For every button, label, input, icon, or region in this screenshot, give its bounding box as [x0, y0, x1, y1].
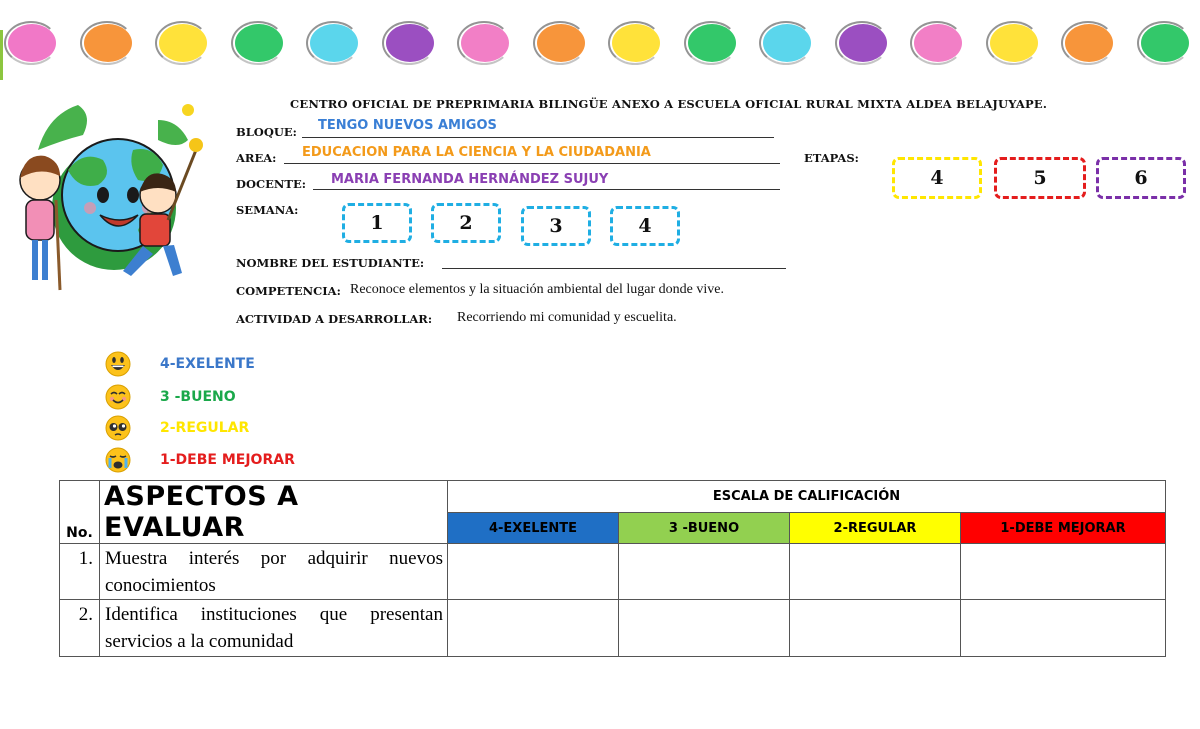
decorative-dot	[763, 24, 811, 62]
actividad-value: Recorriendo mi comunidad y escuelita.	[457, 310, 677, 325]
decorative-dot	[537, 24, 585, 62]
scale-header-debe-mejorar: 1-DEBE MEJORAR	[961, 513, 1166, 544]
area-line	[284, 163, 780, 164]
earth-kids-logo-icon	[8, 90, 208, 295]
decorative-dot	[1065, 24, 1113, 62]
docente-value: MARIA FERNANDA HERNÁNDEZ SUJUY	[331, 172, 609, 187]
school-name: CENTRO OFICIAL DE PREPRIMARIA BILINGÜE ANEXO A ESCUELA OFICIAL RURAL MIXTA ALDEA BELAJUYAPE.	[290, 97, 1048, 111]
etapa-box-6: 6	[1096, 157, 1186, 199]
legend-label-regular: 2-REGULAR	[160, 420, 250, 436]
legend-item-regular	[105, 414, 250, 442]
evaluation-table	[59, 480, 1166, 657]
decorative-dot	[1141, 24, 1189, 62]
scale-header-bueno: 3 -BUENO	[619, 513, 790, 544]
decorative-dots-border	[0, 18, 1200, 68]
legend-item-debe-mejorar	[105, 446, 295, 474]
decorative-dot	[688, 24, 736, 62]
legend-label-excelente: 4-EXELENTE	[160, 356, 255, 372]
table-row	[60, 600, 1166, 657]
decorative-dot	[8, 24, 56, 62]
bloque-line	[302, 137, 774, 138]
semana-box-3: 3	[521, 206, 591, 246]
area-label: AREA:	[236, 151, 277, 165]
competencia-value: Reconoce elementos y la situación ambiental del lugar donde vive.	[350, 282, 724, 297]
docente-line	[313, 189, 780, 190]
score-cell-excelente[interactable]	[448, 600, 619, 657]
decorative-dot	[159, 24, 207, 62]
legend-label-debe-mejorar: 1-DEBE MEJORAR	[160, 452, 295, 468]
header-no: No.	[60, 481, 100, 544]
etapa-box-4: 4	[892, 157, 982, 199]
decorative-dot	[914, 24, 962, 62]
decorative-dot	[990, 24, 1038, 62]
score-cell-bueno[interactable]	[619, 544, 790, 600]
pleading-face-icon	[105, 415, 131, 441]
scale-header-regular: 2-REGULAR	[790, 513, 961, 544]
semana-label: SEMANA:	[236, 203, 299, 217]
etapas-label: ETAPAS:	[804, 151, 859, 165]
decorative-dot	[386, 24, 434, 62]
score-cell-regular[interactable]	[790, 544, 961, 600]
docente-label: DOCENTE:	[236, 177, 306, 191]
header-escala: ESCALA DE CALIFICACIÓN	[448, 481, 1166, 513]
crying-face-icon	[105, 447, 131, 473]
score-cell-debe-mejorar[interactable]	[961, 600, 1166, 657]
row-number: 2.	[60, 600, 100, 657]
header-aspectos: ASPECTOS A EVALUAR	[100, 481, 448, 544]
table-row	[60, 544, 1166, 600]
estudiante-label: NOMBRE DEL ESTUDIANTE:	[236, 256, 425, 270]
score-cell-excelente[interactable]	[448, 544, 619, 600]
semana-box-2: 2	[431, 203, 501, 243]
decorative-dot	[612, 24, 660, 62]
estudiante-line	[442, 268, 786, 269]
smiling-face-icon	[105, 384, 131, 410]
row-aspect: Identifica instituciones que presentan servicios a la comunidad	[100, 600, 448, 657]
row-aspect: Muestra interés por adquirir nuevos conocimientos	[100, 544, 448, 600]
semana-box-4: 4	[610, 206, 680, 246]
bloque-value: TENGO NUEVOS AMIGOS	[318, 118, 497, 133]
legend-item-excelente	[105, 350, 255, 378]
decorative-dot	[84, 24, 132, 62]
score-cell-regular[interactable]	[790, 600, 961, 657]
grinning-face-icon	[105, 351, 131, 377]
legend-item-bueno	[105, 383, 236, 411]
area-value: EDUCACION PARA LA CIENCIA Y LA CIUDADANIA	[302, 145, 651, 160]
legend-label-bueno: 3 -BUENO	[160, 389, 236, 405]
competencia-label: COMPETENCIA:	[236, 284, 341, 298]
score-cell-bueno[interactable]	[619, 600, 790, 657]
bloque-label: BLOQUE:	[236, 125, 297, 139]
decorative-dot	[235, 24, 283, 62]
score-cell-debe-mejorar[interactable]	[961, 544, 1166, 600]
decorative-dot	[461, 24, 509, 62]
semana-box-1: 1	[342, 203, 412, 243]
decorative-dot	[839, 24, 887, 62]
row-number: 1.	[60, 544, 100, 600]
actividad-label: ACTIVIDAD A DESARROLLAR:	[236, 312, 433, 326]
decorative-dot	[310, 24, 358, 62]
scale-header-excelente: 4-EXELENTE	[448, 513, 619, 544]
etapa-box-5: 5	[994, 157, 1086, 199]
